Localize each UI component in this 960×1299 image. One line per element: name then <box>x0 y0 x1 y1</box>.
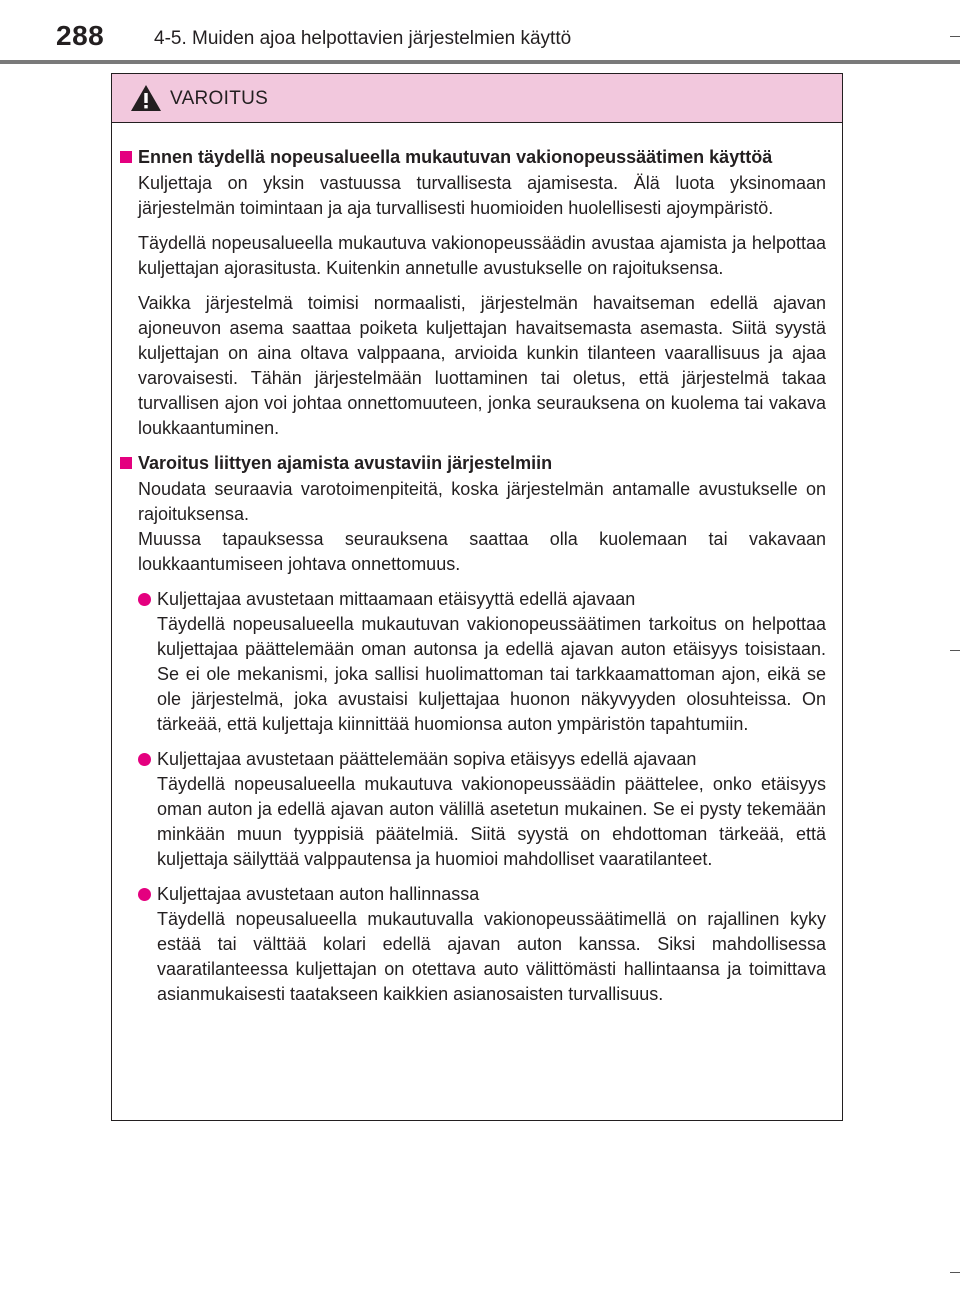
paragraph: Vaikka järjestelmä toimisi normaalisti, järjestelmän havaitseman edellä ajavan ajoneuvon asema saattaa poiketa kuljettajan havaitsemasta asemasta. Siitä syystä kuljettajan on aina oltava valppaana, arvioida kunkin tilanteen vaarallisuus ja ajaa varovaisesti. Tähän järjestelmään luottaminen tai oletus, että järjestelmä takaa turvallisen ajon voi johtaa onnettomuuteen, jonka seurauksena on kuolema tai vakava loukkaantuminen. <box>138 293 826 438</box>
paragraph: Noudata seuraavia varotoimenpiteitä, koska järjestelmän antamalle avustukselle on rajoituksensa. <box>138 479 826 524</box>
warning-header <box>112 74 842 123</box>
edge-tick-bottom <box>950 1272 960 1273</box>
bullet-title: Kuljettajaa avustetaan päättelemään sopiva etäisyys edellä ajavaan <box>157 749 697 769</box>
bullet-item <box>138 587 826 737</box>
circle-bullet-icon <box>138 593 151 606</box>
bullet-content <box>157 587 826 737</box>
bullet-title: Kuljettajaa avustetaan auton hallinnassa <box>157 884 480 904</box>
bullet-text: Täydellä nopeusalueella mukautuva vakionopeussäädin päättelee, onko etäisyys oman auton ja edellä ajavan auton välillä asetetun mukainen. Se ei pysty tekemään minkään muun tyyppisiä päätelmiä. Siitä syystä on ehdottoman tärkeää, että kuljettaja säilyttää valppautensa ja huomioi mahdolliset vaaratilanteet. <box>157 774 826 869</box>
circle-bullet-icon <box>138 888 151 901</box>
bullet-content <box>157 747 826 872</box>
warning-triangle-icon <box>130 84 162 112</box>
bullet-item <box>138 747 826 872</box>
paragraph: Täydellä nopeusalueella mukautuva vakionopeussäädin avustaa ajamista ja helpottaa kuljettajan ajorasitusta. Kuitenkin annetulle avustukselle on rajoituksensa. <box>138 233 826 278</box>
warning-box <box>111 73 843 1121</box>
section-heading-text: Varoitus liittyen ajamista avustaviin järjestelmiin <box>138 453 553 473</box>
square-bullet-icon <box>120 151 132 163</box>
edge-tick-middle <box>950 650 960 651</box>
bullet-title: Kuljettajaa avustetaan mittaamaan etäisyyttä edellä ajavaan <box>157 589 636 609</box>
bullet-text: Täydellä nopeusalueella mukautuvalla vakionopeussäätimellä on rajallinen kyky estää tai välttää kolari edellä ajavan auton kanssa. Siksi mahdollisessa vaaratilanteessa kuljettajan on otettava auto välittömästi hallintaansa ja toimittava asianmukaisesti taatakseen kaikkien asianosaisten turvallisuus. <box>157 909 826 1004</box>
paragraph: Muussa tapauksessa seurauksena saattaa olla kuolemaan tai vakavaan loukkaantumiseen johtava onnettomuus. <box>138 529 826 574</box>
section-heading-text: Ennen täydellä nopeusalueella mukautuvan vakionopeussäätimen käyttöä <box>138 147 773 167</box>
edge-tick-top <box>950 36 960 37</box>
circle-bullet-icon <box>138 753 151 766</box>
bullet-item <box>138 882 826 1007</box>
warning-body <box>112 123 842 1007</box>
header-rule <box>0 60 960 64</box>
paragraph: Kuljettaja on yksin vastuussa turvallisesta ajamisesta. Älä luota yksinomaan järjestelmän toimintaan ja aja turvallisesti huomioiden huolellisesti ajoympäristö. <box>138 173 826 218</box>
page-number: 288 <box>56 20 105 51</box>
bullet-text: Täydellä nopeusalueella mukautuvan vakionopeussäätimen tarkoitus on helpottaa kuljettajaa päättelemään oman autonsa ja edellä ajavan auton etäisyys toisistaan. Se ei ole mekanismi, joka sallisi huolimattoman tai tarkkaamattoman ajon, eikä se ole järjestelmä, joka avustaisi kuljettajaa huonon näkyvyyden olosuhteissa. On tärkeää, että kuljettaja kiinnittää huomionsa auton ympäristön tapahtumiin. <box>157 614 826 734</box>
warning-label: VAROITUS <box>170 88 269 109</box>
section-heading <box>120 451 826 476</box>
section-heading <box>120 145 826 170</box>
section-title: 4-5. Muiden ajoa helpottavien järjestelmien käyttö <box>154 28 572 49</box>
square-bullet-icon <box>120 457 132 469</box>
bullet-content <box>157 882 826 1007</box>
